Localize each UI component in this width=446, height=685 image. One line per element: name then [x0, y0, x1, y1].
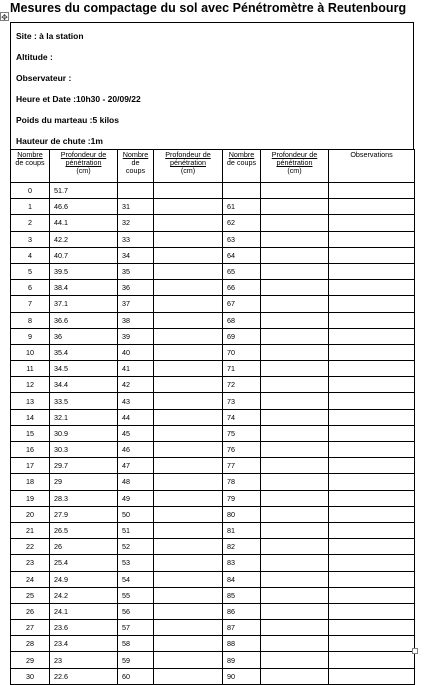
table-cell[interactable]: 32.1	[50, 409, 118, 425]
table-cell[interactable]: 34.5	[50, 361, 118, 377]
table-row	[11, 506, 415, 522]
table-row	[11, 296, 415, 312]
table-cell[interactable]: 33	[118, 231, 154, 247]
header-coups-3: Nombre de coups	[223, 150, 261, 183]
table-cell[interactable]: 17	[11, 458, 50, 474]
header-profondeur-2: Profondeur de pénétration (cm)	[154, 150, 223, 183]
table-cell[interactable]: 23.6	[50, 620, 118, 636]
table-cell[interactable]	[261, 215, 329, 231]
table-cell[interactable]: 36	[118, 280, 154, 296]
table-row	[11, 474, 415, 490]
table-cell[interactable]	[154, 183, 223, 199]
table-cell[interactable]: 29	[11, 652, 50, 668]
table-cell[interactable]: 23	[50, 652, 118, 668]
table-cell[interactable]: 64	[223, 247, 261, 263]
table-cell[interactable]: 6	[11, 280, 50, 296]
table-cell[interactable]: 15	[11, 425, 50, 441]
table-cell[interactable]	[261, 587, 329, 603]
table-cell[interactable]: 2	[11, 215, 50, 231]
table-cell[interactable]: 78	[223, 474, 261, 490]
table-cell[interactable]	[329, 668, 415, 684]
table-cell[interactable]: 57	[118, 620, 154, 636]
table-cell[interactable]	[261, 199, 329, 215]
table-cell[interactable]: 32	[118, 215, 154, 231]
table-cell[interactable]	[329, 587, 415, 603]
table-cell[interactable]	[261, 409, 329, 425]
time-date-line: Heure et Date :10h30 - 20/09/22	[16, 94, 141, 104]
table-cell[interactable]	[329, 571, 415, 587]
observer-line: Observateur :	[16, 73, 72, 83]
table-cell[interactable]: 54	[118, 571, 154, 587]
table-cell[interactable]: 63	[223, 231, 261, 247]
table-cell[interactable]: 61	[223, 199, 261, 215]
table-cell[interactable]: 18	[11, 474, 50, 490]
table-row	[11, 522, 415, 538]
table-cell[interactable]	[154, 652, 223, 668]
table-cell[interactable]: 43	[118, 393, 154, 409]
table-cell[interactable]: 35	[118, 263, 154, 279]
header-profondeur-1: Profondeur de pénétration (cm)	[50, 150, 118, 183]
table-cell[interactable]	[329, 506, 415, 522]
table-row	[11, 393, 415, 409]
table-cell[interactable]: 89	[223, 652, 261, 668]
table-cell[interactable]: 23.4	[50, 636, 118, 652]
table-cell[interactable]	[329, 377, 415, 393]
table-cell[interactable]: 46	[118, 442, 154, 458]
table-cell[interactable]: 74	[223, 409, 261, 425]
table-cell[interactable]	[261, 312, 329, 328]
table-row	[11, 377, 415, 393]
table-cell[interactable]: 38.4	[50, 280, 118, 296]
table-cell[interactable]	[154, 409, 223, 425]
table-cell[interactable]	[154, 490, 223, 506]
site-line: Site : à la station	[16, 31, 84, 41]
table-cell[interactable]	[261, 490, 329, 506]
table-cell[interactable]: 22.6	[50, 668, 118, 684]
table-cell[interactable]: 34	[118, 247, 154, 263]
table-cell[interactable]: 81	[223, 522, 261, 538]
table-cell[interactable]	[154, 506, 223, 522]
table-resize-handle[interactable]	[412, 648, 418, 654]
table-cell[interactable]	[154, 247, 223, 263]
table-cell[interactable]	[329, 328, 415, 344]
table-cell[interactable]	[329, 490, 415, 506]
table-cell[interactable]	[154, 620, 223, 636]
table-cell[interactable]: 40	[118, 344, 154, 360]
table-cell[interactable]: 26	[11, 603, 50, 619]
table-cell[interactable]	[154, 668, 223, 684]
table-row	[11, 571, 415, 587]
document-title: Mesures du compactage du sol avec Pénétromètre à Reutenbourg	[10, 1, 407, 15]
table-cell[interactable]: 88	[223, 636, 261, 652]
measurements-table	[10, 149, 415, 685]
table-cell[interactable]: 3	[11, 231, 50, 247]
table-cell[interactable]: 36	[50, 328, 118, 344]
table-cell[interactable]	[154, 361, 223, 377]
table-cell[interactable]: 53	[118, 555, 154, 571]
table-row	[11, 425, 415, 441]
table-cell[interactable]: 24	[11, 571, 50, 587]
table-cell[interactable]: 34.4	[50, 377, 118, 393]
table-cell[interactable]	[261, 280, 329, 296]
table-row	[11, 668, 415, 684]
table-row	[11, 636, 415, 652]
table-cell[interactable]	[329, 199, 415, 215]
table-cell[interactable]: 39	[118, 328, 154, 344]
table-cell[interactable]: 36.6	[50, 312, 118, 328]
table-cell[interactable]: 51	[118, 522, 154, 538]
table-cell[interactable]: 30.3	[50, 442, 118, 458]
table-row	[11, 263, 415, 279]
table-cell[interactable]: 1	[11, 199, 50, 215]
table-cell[interactable]	[261, 571, 329, 587]
table-row	[11, 603, 415, 619]
table-cell[interactable]	[154, 328, 223, 344]
table-cell[interactable]	[223, 183, 261, 199]
table-cell[interactable]	[154, 263, 223, 279]
table-cell[interactable]	[329, 425, 415, 441]
table-row	[11, 344, 415, 360]
table-body	[11, 183, 415, 685]
table-cell[interactable]: 59	[118, 652, 154, 668]
table-cell[interactable]	[261, 247, 329, 263]
table-row	[11, 490, 415, 506]
table-cell[interactable]	[329, 247, 415, 263]
table-cell[interactable]: 27	[11, 620, 50, 636]
table-cell[interactable]	[329, 620, 415, 636]
table-cell[interactable]: 67	[223, 296, 261, 312]
table-cell[interactable]: 19	[11, 490, 50, 506]
table-cell[interactable]: 47	[118, 458, 154, 474]
table-cell[interactable]	[261, 652, 329, 668]
table-cell[interactable]	[261, 344, 329, 360]
table-cell[interactable]	[154, 539, 223, 555]
table-cell[interactable]: 14	[11, 409, 50, 425]
table-cell[interactable]	[329, 539, 415, 555]
table-cell[interactable]: 72	[223, 377, 261, 393]
table-cell[interactable]	[154, 571, 223, 587]
table-cell[interactable]: 7	[11, 296, 50, 312]
table-cell[interactable]: 13	[11, 393, 50, 409]
table-cell[interactable]	[154, 474, 223, 490]
table-cell[interactable]: 4	[11, 247, 50, 263]
table-cell[interactable]	[329, 522, 415, 538]
table-cell[interactable]: 26.5	[50, 522, 118, 538]
table-cell[interactable]: 80	[223, 506, 261, 522]
table-cell[interactable]: 76	[223, 442, 261, 458]
table-cell[interactable]: 77	[223, 458, 261, 474]
table-cell[interactable]	[261, 522, 329, 538]
table-cell[interactable]: 58	[118, 636, 154, 652]
table-cell[interactable]	[154, 296, 223, 312]
table-cell[interactable]: 51.7	[50, 183, 118, 199]
table-cell[interactable]: 0	[11, 183, 50, 199]
table-cell[interactable]	[261, 183, 329, 199]
table-cell[interactable]	[154, 587, 223, 603]
table-row	[11, 328, 415, 344]
table-cell[interactable]: 29	[50, 474, 118, 490]
table-cell[interactable]: 27.9	[50, 506, 118, 522]
table-cell[interactable]: 73	[223, 393, 261, 409]
table-cell[interactable]	[261, 458, 329, 474]
table-cell[interactable]: 75	[223, 425, 261, 441]
table-cell[interactable]: 37.1	[50, 296, 118, 312]
table-cell[interactable]: 84	[223, 571, 261, 587]
table-row	[11, 442, 415, 458]
table-cell[interactable]	[329, 603, 415, 619]
table-row	[11, 555, 415, 571]
table-cell[interactable]: 55	[118, 587, 154, 603]
table-cell[interactable]	[118, 183, 154, 199]
table-cell[interactable]: 22	[11, 539, 50, 555]
table-cell[interactable]: 56	[118, 603, 154, 619]
table-cell[interactable]: 68	[223, 312, 261, 328]
table-cell[interactable]: 30	[11, 668, 50, 684]
table-cell[interactable]	[261, 636, 329, 652]
table-row	[11, 215, 415, 231]
table-row	[11, 539, 415, 555]
table-cell[interactable]: 20	[11, 506, 50, 522]
table-cell[interactable]: 24.2	[50, 587, 118, 603]
table-cell[interactable]: 30.9	[50, 425, 118, 441]
table-cell[interactable]: 40.7	[50, 247, 118, 263]
table-cell[interactable]	[154, 603, 223, 619]
table-cell[interactable]: 46.6	[50, 199, 118, 215]
table-cell[interactable]	[329, 183, 415, 199]
table-row	[11, 361, 415, 377]
table-cell[interactable]	[329, 215, 415, 231]
table-cell[interactable]	[329, 409, 415, 425]
table-cell[interactable]	[329, 393, 415, 409]
table-cell[interactable]	[261, 506, 329, 522]
table-cell[interactable]	[154, 280, 223, 296]
table-cell[interactable]	[329, 636, 415, 652]
table-cell[interactable]	[329, 296, 415, 312]
header-coups-1: Nombre de coups	[11, 150, 50, 183]
table-row	[11, 458, 415, 474]
table-cell[interactable]	[154, 377, 223, 393]
table-row	[11, 183, 415, 199]
header-observations: Observations	[329, 150, 415, 183]
table-cell[interactable]	[261, 474, 329, 490]
table-cell[interactable]: 60	[118, 668, 154, 684]
table-cell[interactable]	[154, 442, 223, 458]
table-row	[11, 620, 415, 636]
table-row	[11, 247, 415, 263]
table-cell[interactable]	[154, 231, 223, 247]
table-cell[interactable]	[329, 280, 415, 296]
table-cell[interactable]: 24.9	[50, 571, 118, 587]
table-cell[interactable]	[261, 555, 329, 571]
table-cell[interactable]	[329, 458, 415, 474]
table-cell[interactable]	[261, 539, 329, 555]
table-cell[interactable]	[154, 393, 223, 409]
table-cell[interactable]: 86	[223, 603, 261, 619]
table-cell[interactable]	[154, 344, 223, 360]
table-cell[interactable]: 42.2	[50, 231, 118, 247]
hammer-weight-line: Poids du marteau :5 kilos	[16, 115, 119, 125]
table-row	[11, 652, 415, 668]
table-cell[interactable]	[154, 555, 223, 571]
table-cell[interactable]	[261, 668, 329, 684]
table-cell[interactable]	[329, 474, 415, 490]
table-row	[11, 409, 415, 425]
table-cell[interactable]	[329, 263, 415, 279]
table-cell[interactable]: 35.4	[50, 344, 118, 360]
table-cell[interactable]: 5	[11, 263, 50, 279]
table-cell[interactable]	[261, 263, 329, 279]
header-row	[11, 150, 415, 183]
table-cell[interactable]: 42	[118, 377, 154, 393]
table-cell[interactable]: 45	[118, 425, 154, 441]
table-cell[interactable]: 33.5	[50, 393, 118, 409]
table-cell[interactable]	[261, 231, 329, 247]
table-cell[interactable]	[154, 636, 223, 652]
table-cell[interactable]: 25	[11, 587, 50, 603]
table-cell[interactable]	[261, 603, 329, 619]
table-cell[interactable]: 11	[11, 361, 50, 377]
table-cell[interactable]: 26	[50, 539, 118, 555]
table-cell[interactable]: 85	[223, 587, 261, 603]
table-cell[interactable]: 21	[11, 522, 50, 538]
table-cell[interactable]	[261, 328, 329, 344]
table-cell[interactable]: 39.5	[50, 263, 118, 279]
table-cell[interactable]	[329, 231, 415, 247]
altitude-line: Altitude :	[16, 52, 53, 62]
table-cell[interactable]: 37	[118, 296, 154, 312]
table-cell[interactable]: 69	[223, 328, 261, 344]
table-cell[interactable]	[261, 620, 329, 636]
table-cell[interactable]: 10	[11, 344, 50, 360]
table-cell[interactable]	[154, 215, 223, 231]
table-cell[interactable]	[329, 312, 415, 328]
drop-height-line: Hauteur de chute :1m	[16, 136, 103, 146]
header-coups-2: Nombre de coups	[118, 150, 154, 183]
table-cell[interactable]: 38	[118, 312, 154, 328]
table-cell[interactable]: 16	[11, 442, 50, 458]
table-cell[interactable]: 65	[223, 263, 261, 279]
table-cell[interactable]: 52	[118, 539, 154, 555]
table-row	[11, 312, 415, 328]
table-cell[interactable]: 12	[11, 377, 50, 393]
table-cell[interactable]: 66	[223, 280, 261, 296]
table-cell[interactable]: 79	[223, 490, 261, 506]
table-move-handle[interactable]: ✥	[1, 13, 8, 22]
table-cell[interactable]	[261, 425, 329, 441]
table-cell[interactable]	[261, 393, 329, 409]
table-cell[interactable]	[329, 344, 415, 360]
table-cell[interactable]: 28	[11, 636, 50, 652]
table-cell[interactable]: 25.4	[50, 555, 118, 571]
table-cell[interactable]	[154, 312, 223, 328]
table-cell[interactable]: 48	[118, 474, 154, 490]
table-cell[interactable]	[261, 442, 329, 458]
table-cell[interactable]: 44.1	[50, 215, 118, 231]
table-cell[interactable]	[261, 361, 329, 377]
table-cell[interactable]	[154, 199, 223, 215]
table-cell[interactable]	[261, 296, 329, 312]
table-cell[interactable]	[329, 652, 415, 668]
table-cell[interactable]: 50	[118, 506, 154, 522]
info-box	[10, 22, 414, 150]
table-cell[interactable]: 90	[223, 668, 261, 684]
table-cell[interactable]: 31	[118, 199, 154, 215]
table-cell[interactable]	[154, 522, 223, 538]
table-cell[interactable]: 23	[11, 555, 50, 571]
table-cell[interactable]: 49	[118, 490, 154, 506]
table-cell[interactable]: 62	[223, 215, 261, 231]
table-cell[interactable]: 41	[118, 361, 154, 377]
table-cell[interactable]	[329, 361, 415, 377]
header-profondeur-3: Profondeur de pénétration (cm)	[261, 150, 329, 183]
table-cell[interactable]	[329, 555, 415, 571]
table-cell[interactable]: 28.3	[50, 490, 118, 506]
table-row	[11, 280, 415, 296]
table-cell[interactable]: 29.7	[50, 458, 118, 474]
table-row	[11, 587, 415, 603]
table-cell[interactable]: 83	[223, 555, 261, 571]
table-row	[11, 199, 415, 215]
table-cell[interactable]: 70	[223, 344, 261, 360]
table-cell[interactable]: 71	[223, 361, 261, 377]
table-cell[interactable]	[261, 377, 329, 393]
table-cell[interactable]: 82	[223, 539, 261, 555]
table-cell[interactable]: 87	[223, 620, 261, 636]
table-row	[11, 231, 415, 247]
table-cell[interactable]: 44	[118, 409, 154, 425]
table-cell[interactable]	[154, 425, 223, 441]
table-cell[interactable]: 8	[11, 312, 50, 328]
table-cell[interactable]	[154, 458, 223, 474]
table-cell[interactable]: 24.1	[50, 603, 118, 619]
table-cell[interactable]: 9	[11, 328, 50, 344]
table-cell[interactable]	[329, 442, 415, 458]
